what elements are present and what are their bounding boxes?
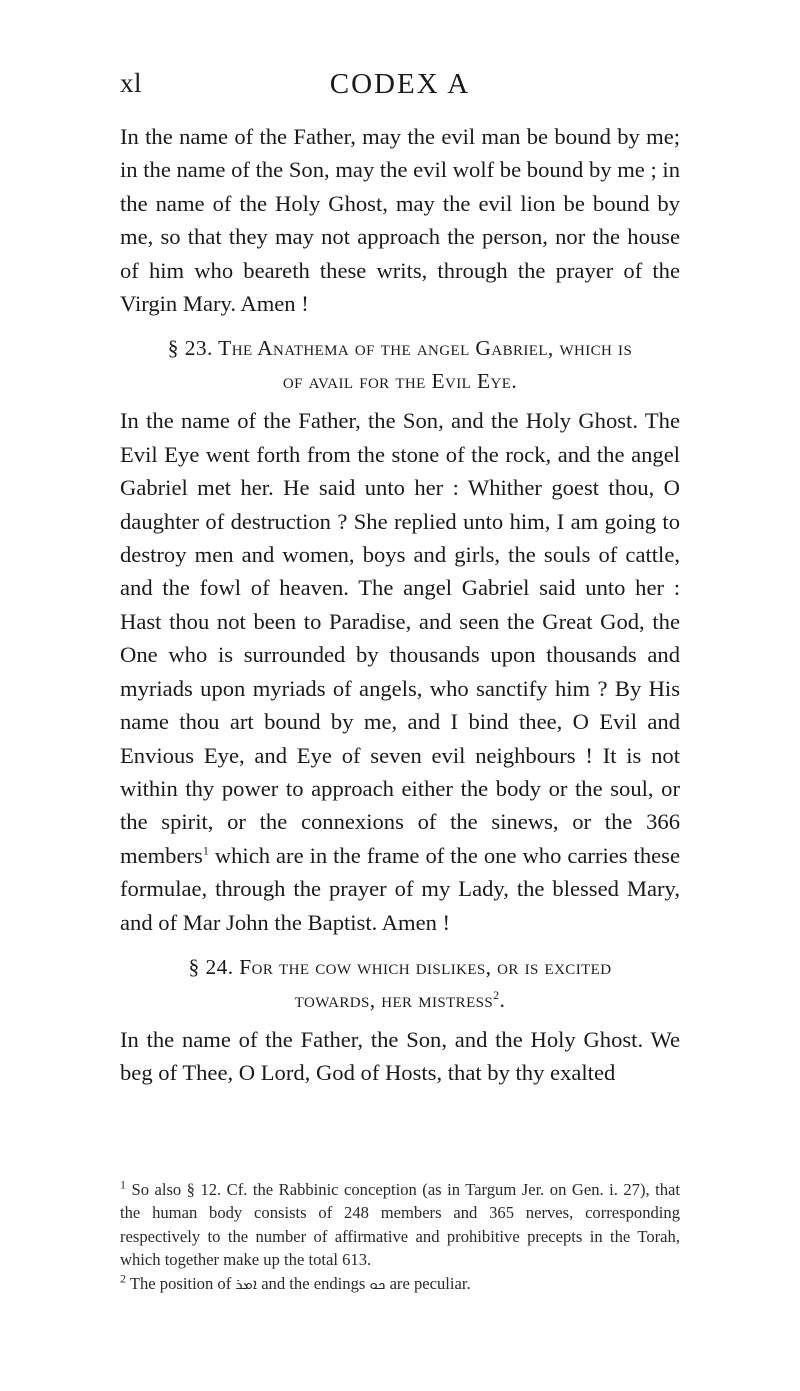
paragraph-evil-eye [120, 404, 680, 939]
footnote-1-text: So also § 12. Cf. the Rabbinic conception (as in Targum Jer. on Gen. i. 27), that the human body consists of 248 members and 365 nerves, corresponding respectively to the number of affirmative and prohibitive precepts in the Torah, which together make up the total 613. [120, 1180, 680, 1270]
page-title: CODEX A [329, 68, 471, 100]
syriac-word-glyph: ܐܡܪ [235, 1274, 258, 1293]
section-heading-24-end: . [499, 987, 506, 1012]
paragraph-evil-eye-text-b: which are in the frame of the one who carries these formulae, through the prayer of my Lady, the blessed Mary, and of Mar John the Baptist. Amen ! [120, 842, 680, 935]
footnote-ref-1: 1 [202, 843, 209, 858]
footnote-1-mark: 1 [120, 1177, 126, 1192]
footnote-2-text-c: are peculiar. [385, 1273, 471, 1293]
footnote-1 [120, 1178, 680, 1272]
section-heading-24-line1: § 24. For the cow which dislikes, or is excited [188, 954, 612, 979]
syriac-ending-glyph: ܟܘ [369, 1274, 386, 1293]
footnote-2 [120, 1272, 680, 1296]
footnote-ref-2: 2 [493, 987, 500, 1002]
footnote-2-text-b: and the endings [257, 1273, 370, 1293]
section-heading-23-line1: § 23. The Anathema of the angel Gabriel, which is [167, 336, 633, 361]
section-heading-24 [120, 951, 680, 1017]
section-heading-23 [120, 332, 680, 398]
footnote-2-mark: 2 [120, 1271, 126, 1286]
section-heading-24-line2: towards, her mistress [294, 987, 494, 1012]
main-text [120, 120, 680, 1090]
section-heading-24-line2-wrap [120, 984, 680, 1017]
footnote-2-text-a: The position of [126, 1273, 236, 1293]
paragraph-charm-end: In the name of the Father, may the evil man be bound by me; in the name of the Son, may the evil wolf be bound by me ; in the name of the Holy Ghost, may the evil lion be bound by me, so that they may not approach the person, nor the house of him who beareth these writs, through the prayer of the Virgin Mary. Amen ! [120, 124, 680, 317]
footnotes [120, 1178, 680, 1296]
running-head [120, 68, 680, 108]
page-number: xl [120, 68, 143, 98]
paragraph-cow-charm: In the name of the Father, the Son, and the Holy Ghost. We beg of Thee, O Lord, God of Hosts, that by thy exalted [120, 1026, 680, 1086]
paragraph-evil-eye-text-a: In the name of the Father, the Son, and the Holy Ghost. The Evil Eye went forth from the stone of the rock, and the angel Gabriel met her. He said unto her : Whither goest thou, O daughter of destruction ? She replied unto him, I am going to destroy men and women, boys and girls, the souls of cattle, and the fowl of heaven. The angel Gabriel said unto her : Hast thou not been to Paradise, and seen the Great God, the One who is surrounded by thousands upon thousands and myriads upon myriads of angels, who sanctify him ? By His name thou art bound by me, and I bind thee, O Evil and Envious Eye, and Eye of seven evil neighbours ! It is not within thy power to approach either the body or the soul, or the spirit, or the connexions of the sinews, or the 366 members [120, 408, 680, 868]
section-heading-23-line2: of avail for the Evil Eye. [282, 369, 518, 394]
